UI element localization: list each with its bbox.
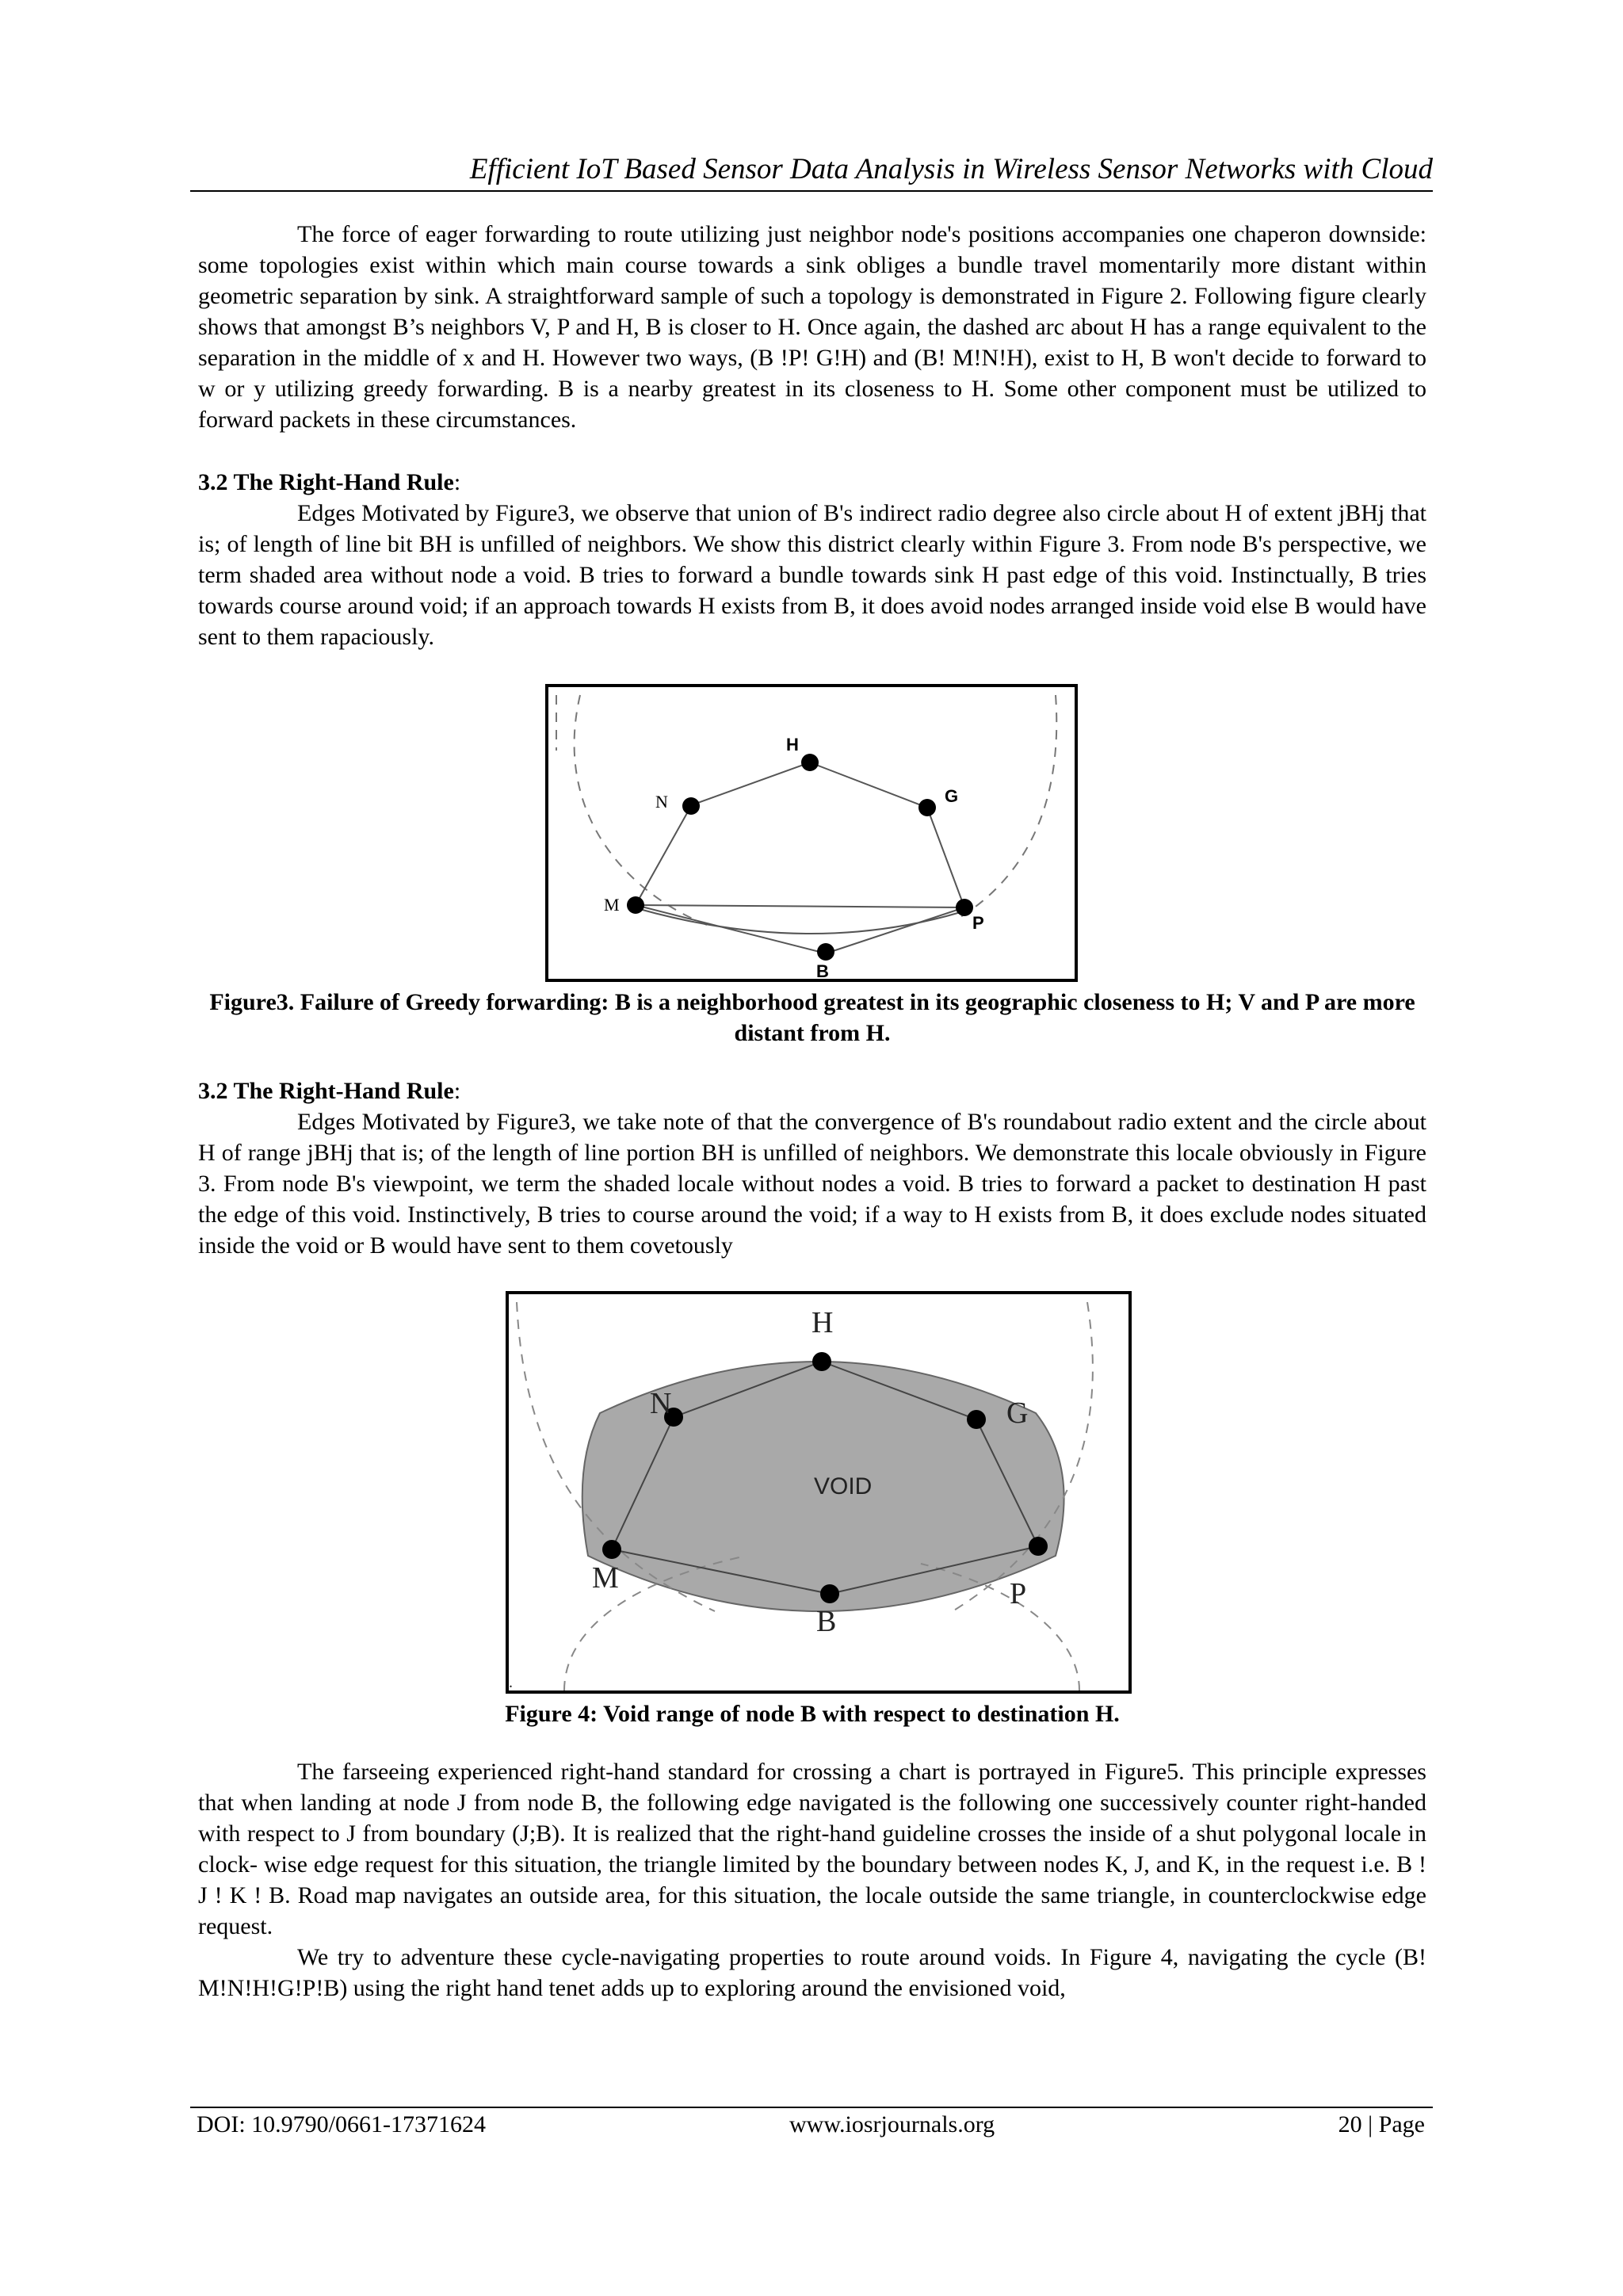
node-m	[627, 896, 644, 914]
footer-doi: DOI: 10.9790/0661-17371624	[197, 2111, 486, 2137]
section-heading-2-text: 3.2 The Right-Hand Rule	[198, 1078, 454, 1104]
section-heading-1-colon: :	[453, 469, 461, 495]
node-g	[918, 799, 936, 816]
dashed-arc-right	[960, 695, 1056, 917]
node-n	[682, 797, 700, 815]
label-p: P	[1010, 1577, 1027, 1610]
edge-m-b	[636, 905, 826, 953]
figure-3	[545, 684, 1078, 982]
footer-website: www.iosrjournals.org	[789, 2111, 995, 2137]
paragraph-2: Edges Motivated by Figure3, we observe that union of B's indirect radio degree also circle about H of extent jBHj that is; of length of line bit BH is unfilled of neighbors. We show this district clearly within Figure 3. From node B's perspective, we term shaded area without node a void. B tries to forward a bundle towards sink H past edge of this void. Instinctually, B tries towards course around void; if an approach towards H exists from B, it does avoid nodes arranged inside void else B would have sent to them rapaciously.	[198, 500, 1426, 650]
label-m: M	[592, 1561, 619, 1595]
paragraph-1: The force of eager forwarding to route utilizing just neighbor node's positions accompanies one chaperon downside: some topologies exist within which main course towards a sink obliges a bundle travel momentarily more distant within geometric separation by sink. A straightforward sample of such a topology is demonstrated in Figure 2. Following figure clearly shows that amongst B’s neighbors V, P and H, B is closer to H. Once again, the dashed arc about H has a range equivalent to the separation in the middle of x and H. However two ways, (B !P! G!H) and (B! M!N!H), exist to H, B won't decide to forward to w or y utilizing greedy forwarding. B is a nearby greatest in its closeness to H. Some other component must be utilized to forward packets in these circumstances.	[198, 221, 1426, 433]
figure-4	[506, 1291, 1132, 1694]
node-p	[956, 899, 973, 916]
edge-h-g	[810, 762, 927, 808]
figure-3-caption: Figure3. Failure of Greedy forwarding: B is a neighborhood greatest in its geographic closeness to H; V and P are more distant from H.	[209, 989, 1415, 1046]
header-rule	[190, 190, 1433, 192]
node-h	[801, 754, 819, 771]
node-g	[967, 1410, 986, 1429]
edge-g-p	[927, 808, 964, 907]
arc-m-p	[640, 909, 960, 934]
footer-rule	[190, 2107, 1433, 2108]
figure-3-diagram	[548, 687, 1075, 979]
label-b: B	[816, 961, 829, 979]
paragraph-4: The farseeing experienced right-hand standard for crossing a chart is portrayed in Figure5. This principle expresses that when landing at node J from node B, the following edge navigated is the following one successively counter right-handed with respect to J from boundary (J;B). It is realized that the right-hand guideline crosses the inside of a shut polygonal locale in clock- wise edge request for this situation, the triangle limited by the boundary between nodes K, J, and K, in the request i.e. B ! J ! K ! B. Road map navigates an outside area, for this situation, the locale outside the same triangle, in counterclockwise edge request.	[198, 1759, 1426, 1939]
footer-page-number: 20 | Page	[1338, 2111, 1425, 2137]
paragraph-5: We try to adventure these cycle-navigating properties to route around voids. In Figure 4, navigating the cycle (B! M!N!H!G!P!B) using the right hand tenet adds up to exploring around the envisioned void,	[198, 1944, 1426, 2001]
edge-n-m	[636, 806, 691, 905]
section-heading-1-text: 3.2 The Right-Hand Rule	[198, 469, 454, 495]
figure-4-dot: .	[509, 1674, 513, 1690]
label-h: H	[812, 1306, 834, 1339]
node-p	[1029, 1537, 1048, 1556]
running-title: Efficient IoT Based Sensor Data Analysis in Wireless Sensor Networks with Cloud	[469, 153, 1433, 185]
label-n: N	[650, 1387, 672, 1420]
label-p: P	[972, 913, 984, 933]
figure-4-diagram	[509, 1294, 1128, 1690]
label-g: G	[1006, 1396, 1029, 1430]
edge-m-p	[636, 905, 964, 907]
edge-b-p	[826, 907, 964, 953]
label-h: H	[786, 735, 799, 755]
section-heading-2-colon: :	[453, 1078, 461, 1104]
label-b: B	[816, 1605, 837, 1638]
section-heading-1	[198, 467, 1426, 498]
label-n: N	[655, 792, 668, 812]
node-h	[812, 1352, 831, 1371]
edge-n-h	[693, 762, 810, 804]
paragraph-3: Edges Motivated by Figure3, we take note of that the convergence of B's roundabout radio extent and the circle about H of range jBHj that is; of the length of line portion BH is unfilled of neighbors. We demonstrate this locale obviously in Figure 3. From node B's viewpoint, we term the shaded locale without nodes a void. B tries to forward a packet to destination H past the edge of this void. Instinctively, B tries to course around the void; if a way to H exists from B, it does exclude nodes situated inside the void or B would have sent to them covetously	[198, 1109, 1426, 1259]
figure-4-caption: Figure 4: Void range of node B with respect to destination H.	[505, 1701, 1120, 1727]
node-m	[602, 1540, 621, 1559]
page-content	[198, 219, 1426, 2004]
label-void: VOID	[814, 1473, 873, 1499]
node-b	[817, 943, 834, 961]
label-m: M	[604, 895, 620, 915]
section-heading-2	[198, 1075, 1426, 1106]
node-b	[820, 1584, 839, 1603]
label-g: G	[945, 786, 959, 806]
